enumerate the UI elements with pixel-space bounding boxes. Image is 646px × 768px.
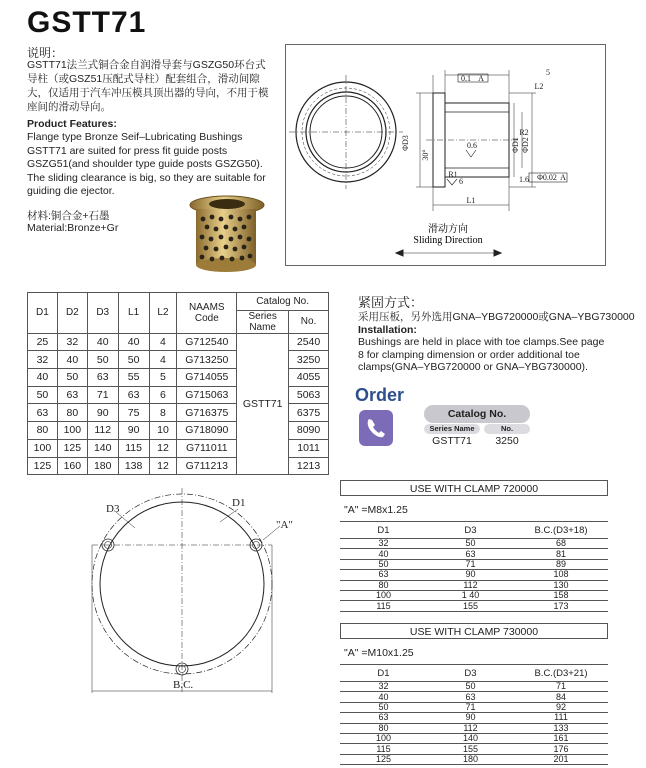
order-heading: Order bbox=[355, 385, 405, 405]
table-cell: G711213 bbox=[177, 457, 237, 475]
table-cell: 8 bbox=[149, 404, 177, 422]
table-row bbox=[340, 723, 608, 733]
mounting-drawing bbox=[80, 488, 295, 703]
clamp720-title: USE WITH CLAMP 720000 bbox=[340, 480, 608, 496]
clamp730-header-bc: B.C.(D3+21) bbox=[514, 665, 608, 682]
sliding-direction-arrow bbox=[396, 250, 501, 256]
table-row bbox=[340, 549, 608, 559]
table-cell: 40 bbox=[118, 333, 149, 351]
table-cell: 32 bbox=[57, 333, 87, 351]
table-cell: 155 bbox=[427, 601, 514, 611]
table-cell: 63 bbox=[340, 570, 427, 580]
table-cell: 100 bbox=[340, 590, 427, 600]
installation-text-cn: 采用压板，另外选用GNA–YBG720000或GNA–YBG730000 bbox=[358, 311, 635, 323]
table-cell: 90 bbox=[427, 570, 514, 580]
table-cell: 50 bbox=[427, 682, 514, 692]
table-cell: 201 bbox=[514, 754, 608, 764]
dim-angle: 30° bbox=[421, 149, 430, 161]
catalog-no-cell: 6375 bbox=[289, 404, 329, 422]
order-series-label: Series Name bbox=[424, 424, 480, 434]
clamp730-note: "A" =M10x1.25 bbox=[344, 647, 414, 659]
material-text bbox=[27, 210, 118, 234]
table-row bbox=[340, 744, 608, 754]
table-cell: 140 bbox=[87, 439, 118, 457]
table-cell: 63 bbox=[340, 713, 427, 723]
tol-datum-a-2: A bbox=[560, 173, 566, 182]
clamp720-table bbox=[340, 521, 608, 612]
table-cell: 180 bbox=[427, 754, 514, 764]
side-view bbox=[416, 70, 567, 211]
table-cell: 50 bbox=[340, 559, 427, 569]
table-cell: G713250 bbox=[177, 351, 237, 369]
catalog-no-cell: 1011 bbox=[289, 439, 329, 457]
installation-heading-en: Installation: bbox=[358, 324, 417, 336]
header-catalog: Catalog No. bbox=[237, 293, 329, 311]
table-cell: 10 bbox=[149, 422, 177, 440]
label-bc: B.C. bbox=[173, 679, 194, 691]
order-no-label: No. bbox=[484, 424, 530, 434]
dim-d1: ΦD1 bbox=[511, 137, 520, 153]
clamp720-header-d3: D3 bbox=[427, 522, 514, 539]
table-cell: 12 bbox=[149, 457, 177, 475]
table-row bbox=[340, 682, 608, 692]
table-cell: G716375 bbox=[177, 404, 237, 422]
table-cell: 81 bbox=[514, 549, 608, 559]
table-cell: 112 bbox=[427, 723, 514, 733]
installation-text-en: Bushings are held in place with toe clamps.See page 8 for clamping dimension or order additional toe clamps(GNA–YBG720000 or GNA–YBG730000). bbox=[358, 336, 605, 373]
table-cell: 32 bbox=[340, 539, 427, 549]
catalog-no-cell: 2540 bbox=[289, 333, 329, 351]
table-cell: 40 bbox=[340, 549, 427, 559]
roughness-16: 1.6 bbox=[519, 175, 529, 184]
catalog-no-cell: 1213 bbox=[289, 457, 329, 475]
table-cell: 40 bbox=[340, 692, 427, 702]
catalog-no-cell: 5063 bbox=[289, 386, 329, 404]
table-cell: G714055 bbox=[177, 369, 237, 387]
table-cell: 125 bbox=[57, 439, 87, 457]
series-name-cell: GSTT71 bbox=[237, 333, 289, 475]
table-cell: 84 bbox=[514, 692, 608, 702]
table-cell: 112 bbox=[87, 422, 118, 440]
table-cell: 4 bbox=[149, 333, 177, 351]
table-cell: 71 bbox=[427, 702, 514, 712]
clamp720-header-d1: D1 bbox=[340, 522, 427, 539]
table-cell: 40 bbox=[57, 351, 87, 369]
sliding-direction-cn: 滑动方向 bbox=[428, 224, 468, 235]
table-cell: 63 bbox=[427, 549, 514, 559]
table-cell: 50 bbox=[118, 351, 149, 369]
roughness-label: R1 bbox=[448, 170, 458, 179]
dim-six: 6 bbox=[459, 177, 463, 186]
clamp720-note: "A" =M8x1.25 bbox=[344, 504, 408, 516]
material-cn: 材料:铜合金+石墨 bbox=[27, 210, 110, 222]
table-cell: 50 bbox=[340, 702, 427, 712]
table-cell: 100 bbox=[57, 422, 87, 440]
table-cell: G715063 bbox=[177, 386, 237, 404]
table-cell: 90 bbox=[87, 404, 118, 422]
table-cell: 112 bbox=[427, 580, 514, 590]
bushing-product-image bbox=[188, 193, 266, 275]
table-cell: 50 bbox=[427, 539, 514, 549]
table-row bbox=[340, 713, 608, 723]
table-cell: 115 bbox=[340, 744, 427, 754]
table-cell: 158 bbox=[514, 590, 608, 600]
description-cn-heading: 说明： bbox=[27, 46, 64, 60]
table-cell: 115 bbox=[118, 439, 149, 457]
description-cn-text: GSTT71法兰式铜合金自润滑导套与GSZG50环台式导柱（或GSZ51压配式导柱）配套组合，滑动间隙大，仅适用于汽车冲压模具顶出器的导向，不用于模座间的滑动导向。 bbox=[27, 59, 269, 113]
table-cell: 100 bbox=[28, 439, 58, 457]
header-naams: NAAMS Code bbox=[177, 293, 237, 334]
table-cell: 12 bbox=[149, 439, 177, 457]
features-heading: Product Features: bbox=[27, 118, 117, 130]
table-cell: 80 bbox=[57, 404, 87, 422]
table-cell: 100 bbox=[340, 733, 427, 743]
table-cell: 115 bbox=[340, 601, 427, 611]
page-title: GSTT71 bbox=[27, 6, 147, 39]
table-cell: 89 bbox=[514, 559, 608, 569]
table-cell: 80 bbox=[340, 580, 427, 590]
installation-heading-cn: 紧固方式： bbox=[358, 295, 424, 310]
table-row bbox=[28, 333, 329, 351]
table-cell: 133 bbox=[514, 723, 608, 733]
table-cell: 68 bbox=[514, 539, 608, 549]
table-row bbox=[340, 601, 608, 611]
table-row bbox=[340, 539, 608, 549]
header-l1: L1 bbox=[118, 293, 149, 334]
table-cell: 155 bbox=[427, 744, 514, 754]
label-a: "A" bbox=[276, 519, 293, 531]
table-cell: 55 bbox=[118, 369, 149, 387]
table-cell: 125 bbox=[340, 754, 427, 764]
table-cell: 50 bbox=[57, 369, 87, 387]
table-cell: 71 bbox=[514, 682, 608, 692]
table-cell: 140 bbox=[427, 733, 514, 743]
dim-l2: L2 bbox=[534, 82, 544, 91]
table-cell: G712540 bbox=[177, 333, 237, 351]
table-row bbox=[340, 733, 608, 743]
table-cell: 111 bbox=[514, 713, 608, 723]
header-series: Series Name bbox=[237, 310, 289, 333]
header-d1: D1 bbox=[28, 293, 58, 334]
table-cell: 125 bbox=[28, 457, 58, 475]
table-cell: 1 40 bbox=[427, 590, 514, 600]
header-d3: D3 bbox=[87, 293, 118, 334]
table-cell: 90 bbox=[118, 422, 149, 440]
table-cell: 90 bbox=[427, 713, 514, 723]
table-cell: 173 bbox=[514, 601, 608, 611]
table-cell: 6 bbox=[149, 386, 177, 404]
dim-five: 5 bbox=[546, 68, 550, 77]
dim-r2: R2 bbox=[519, 128, 529, 137]
table-row bbox=[340, 580, 608, 590]
table-cell: 180 bbox=[87, 457, 118, 475]
technical-drawing bbox=[286, 45, 605, 265]
order-catalog-label: Catalog No. bbox=[424, 405, 530, 423]
table-cell: 63 bbox=[28, 404, 58, 422]
table-cell: 160 bbox=[57, 457, 87, 475]
table-cell: 80 bbox=[28, 422, 58, 440]
table-cell: 161 bbox=[514, 733, 608, 743]
dim-d2: ΦD2 bbox=[521, 137, 530, 153]
catalog-no-cell: 4055 bbox=[289, 369, 329, 387]
dim-d3: ΦD3 bbox=[401, 135, 410, 151]
features-text: Flange type Bronze Seif–Lubricating Bushings GSTT71 are suited for press fit guide posts GSZG51(and shoulder type guide posts GSZG50). The sliding clearance is big, so they are suitable for guiding die ejector. bbox=[27, 131, 266, 197]
table-cell: 108 bbox=[514, 570, 608, 580]
clamp730-table bbox=[340, 664, 608, 765]
table-cell: 80 bbox=[340, 723, 427, 733]
clamp720-header-bc: B.C.(D3+18) bbox=[514, 522, 608, 539]
table-row bbox=[340, 570, 608, 580]
phone-icon bbox=[358, 409, 394, 447]
label-d3: D3 bbox=[106, 503, 120, 515]
table-row bbox=[340, 559, 608, 569]
roughness-06: 0.6 bbox=[467, 141, 477, 150]
clamp730-header-d1: D1 bbox=[340, 665, 427, 682]
dim-l1: L1 bbox=[466, 196, 476, 205]
table-row bbox=[340, 754, 608, 764]
tol-datum-a: A bbox=[478, 74, 484, 83]
clamp730-header-d3: D3 bbox=[427, 665, 514, 682]
table-cell: 40 bbox=[87, 333, 118, 351]
table-cell: 32 bbox=[340, 682, 427, 692]
header-l2: L2 bbox=[149, 293, 177, 334]
table-row bbox=[340, 692, 608, 702]
clamp730-title: USE WITH CLAMP 730000 bbox=[340, 623, 608, 639]
table-cell: G711011 bbox=[177, 439, 237, 457]
catalog-no-cell: 3250 bbox=[289, 351, 329, 369]
table-cell: 63 bbox=[427, 692, 514, 702]
tol-concentricity: Φ0.02 bbox=[537, 173, 557, 182]
header-d2: D2 bbox=[57, 293, 87, 334]
table-cell: 176 bbox=[514, 744, 608, 754]
table-cell: 32 bbox=[28, 351, 58, 369]
order-series-value: GSTT71 bbox=[432, 435, 472, 447]
table-cell: 63 bbox=[118, 386, 149, 404]
tol-flatness: 0.1 bbox=[461, 74, 471, 83]
table-cell: 40 bbox=[28, 369, 58, 387]
table-cell: 5 bbox=[149, 369, 177, 387]
table-row bbox=[340, 590, 608, 600]
table-cell: 4 bbox=[149, 351, 177, 369]
table-cell: 25 bbox=[28, 333, 58, 351]
dimension-table bbox=[27, 292, 329, 475]
end-view bbox=[289, 75, 403, 189]
table-cell: 50 bbox=[28, 386, 58, 404]
table-cell: 71 bbox=[427, 559, 514, 569]
table-cell: 130 bbox=[514, 580, 608, 590]
table-cell: 50 bbox=[87, 351, 118, 369]
material-en: Material:Bronze+Gr bbox=[27, 222, 119, 234]
table-cell: 71 bbox=[87, 386, 118, 404]
header-no: No. bbox=[289, 310, 329, 333]
table-cell: 75 bbox=[118, 404, 149, 422]
sliding-direction-en: Sliding Direction bbox=[413, 235, 483, 246]
table-row bbox=[340, 702, 608, 712]
table-cell: 63 bbox=[87, 369, 118, 387]
table-cell: 138 bbox=[118, 457, 149, 475]
table-cell: G718090 bbox=[177, 422, 237, 440]
order-no-value: 3250 bbox=[495, 435, 519, 447]
table-cell: 63 bbox=[57, 386, 87, 404]
label-d1: D1 bbox=[232, 497, 246, 509]
catalog-no-cell: 8090 bbox=[289, 422, 329, 440]
table-cell: 92 bbox=[514, 702, 608, 712]
